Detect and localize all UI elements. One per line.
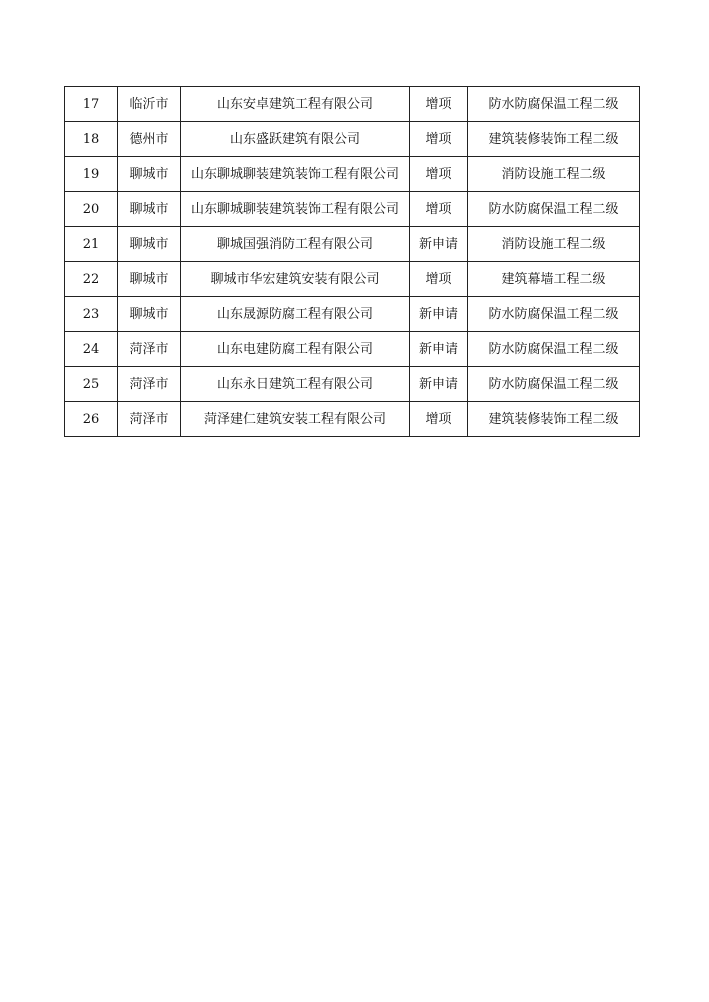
application-type-cell: 新申请: [410, 297, 468, 332]
company-cell: 山东盛跃建筑有限公司: [181, 122, 410, 157]
qualification-cell: 建筑幕墙工程二级: [468, 262, 640, 297]
application-type-cell: 增项: [410, 157, 468, 192]
application-type-cell: 增项: [410, 87, 468, 122]
city-cell: 德州市: [118, 122, 181, 157]
qualification-cell: 建筑装修装饰工程二级: [468, 402, 640, 437]
table-row: [65, 227, 640, 262]
row-number: 26: [65, 402, 118, 437]
city-cell: 聊城市: [118, 227, 181, 262]
row-number: 25: [65, 367, 118, 402]
company-cell: 山东永日建筑工程有限公司: [181, 367, 410, 402]
qualification-cell: 防水防腐保温工程二级: [468, 332, 640, 367]
row-number: 23: [65, 297, 118, 332]
row-number: 21: [65, 227, 118, 262]
row-number: 22: [65, 262, 118, 297]
table-row: [65, 297, 640, 332]
application-type-cell: 新申请: [410, 332, 468, 367]
application-type-cell: 新申请: [410, 227, 468, 262]
company-cell: 山东聊城聊装建筑装饰工程有限公司: [181, 157, 410, 192]
table-row: [65, 157, 640, 192]
city-cell: 菏泽市: [118, 332, 181, 367]
table-row: [65, 87, 640, 122]
qualification-cell: 防水防腐保温工程二级: [468, 297, 640, 332]
table-row: [65, 192, 640, 227]
qualification-cell: 防水防腐保温工程二级: [468, 367, 640, 402]
city-cell: 聊城市: [118, 262, 181, 297]
company-cell: 聊城国强消防工程有限公司: [181, 227, 410, 262]
city-cell: 临沂市: [118, 87, 181, 122]
table-row: [65, 332, 640, 367]
city-cell: 聊城市: [118, 192, 181, 227]
table-row: [65, 262, 640, 297]
qualification-cell: 防水防腐保温工程二级: [468, 87, 640, 122]
company-cell: 聊城市华宏建筑安装有限公司: [181, 262, 410, 297]
application-type-cell: 增项: [410, 122, 468, 157]
table-row: [65, 122, 640, 157]
company-cell: 山东电建防腐工程有限公司: [181, 332, 410, 367]
table-row: [65, 402, 640, 437]
row-number: 19: [65, 157, 118, 192]
application-type-cell: 增项: [410, 192, 468, 227]
company-cell: 山东安卓建筑工程有限公司: [181, 87, 410, 122]
qualification-cell: 消防设施工程二级: [468, 227, 640, 262]
row-number: 18: [65, 122, 118, 157]
row-number: 24: [65, 332, 118, 367]
company-cell: 山东聊城聊装建筑装饰工程有限公司: [181, 192, 410, 227]
city-cell: 聊城市: [118, 157, 181, 192]
row-number: 20: [65, 192, 118, 227]
qualification-cell: 消防设施工程二级: [468, 157, 640, 192]
city-cell: 菏泽市: [118, 402, 181, 437]
company-cell: 山东晟源防腐工程有限公司: [181, 297, 410, 332]
qualification-table: [64, 86, 640, 437]
table-row: [65, 367, 640, 402]
city-cell: 菏泽市: [118, 367, 181, 402]
company-cell: 菏泽建仁建筑安装工程有限公司: [181, 402, 410, 437]
qualification-cell: 建筑装修装饰工程二级: [468, 122, 640, 157]
qualification-cell: 防水防腐保温工程二级: [468, 192, 640, 227]
application-type-cell: 新申请: [410, 367, 468, 402]
application-type-cell: 增项: [410, 262, 468, 297]
application-type-cell: 增项: [410, 402, 468, 437]
row-number: 17: [65, 87, 118, 122]
city-cell: 聊城市: [118, 297, 181, 332]
